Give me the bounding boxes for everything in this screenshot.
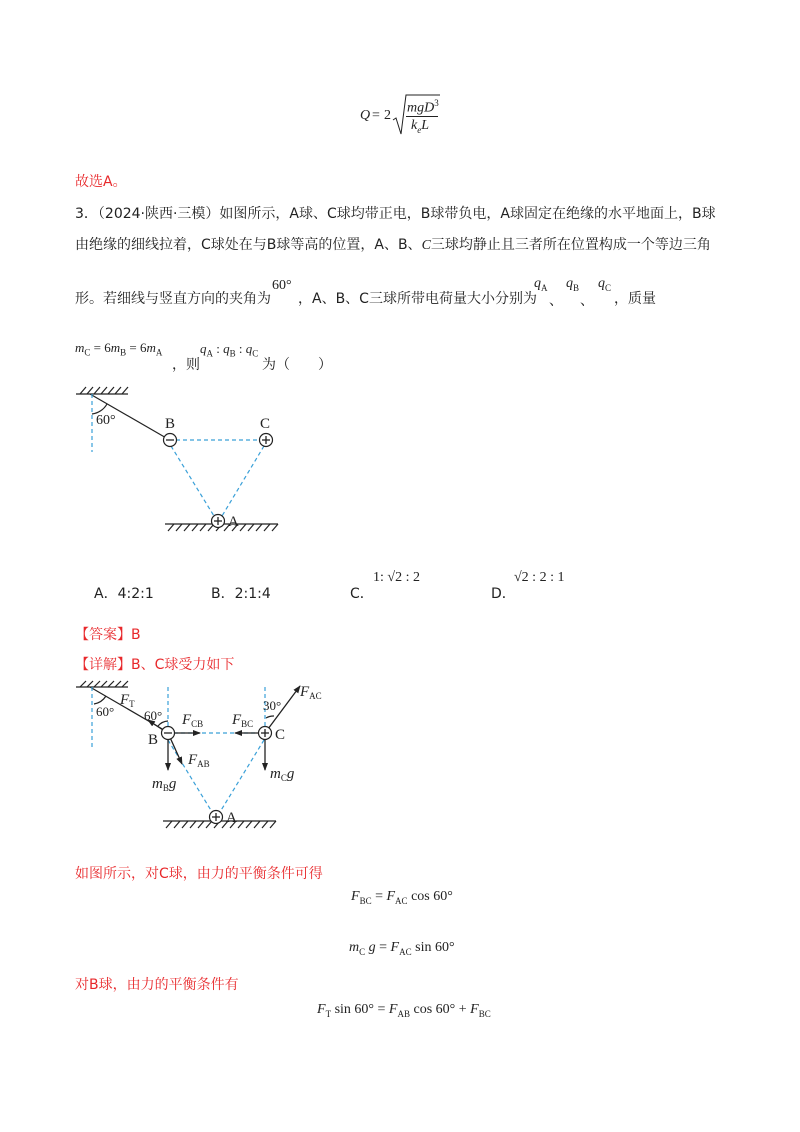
formula-coef: 2	[384, 108, 391, 123]
mass-equation: $m_C = 6m_B = 6m_A$	[75, 340, 163, 358]
svg-text:mBg	[152, 776, 177, 793]
eq2-lhs: m	[349, 940, 360, 955]
eq3-a-func: sin 60°	[334, 1002, 374, 1017]
option-b-letter: B．	[211, 586, 235, 602]
fig2-fcb-sub: CB	[191, 719, 204, 729]
question-line-2-text: 由绝缘的细线拉着，C球处在与B球等高的位置，A、B、	[75, 237, 422, 253]
svg-text:mCg	[270, 766, 295, 783]
eq2-rhs-sub: AC	[399, 946, 412, 957]
question-line-3	[75, 288, 271, 308]
question-line-3c: ，质量	[614, 291, 656, 307]
option-c[interactable]	[350, 583, 374, 603]
fig2-angle-c: 30°	[263, 698, 282, 713]
eq3-a: F	[317, 1002, 326, 1017]
option-d-letter: D．	[491, 586, 516, 602]
eq1-rhs-sub: AC	[395, 895, 408, 906]
formula-exp: 3	[434, 98, 439, 108]
equation-3: $F_T$ $\sin 60^\circ = F_{AB}$ $\cos 60^\circ + F_{BC}$	[317, 1002, 491, 1019]
question-c-italic: C	[421, 238, 431, 253]
charge-ratio: $q_A$ : $q_B$ : $q_C$	[200, 341, 259, 359]
charge-qa: $q_A$	[534, 276, 548, 293]
eq2-func: sin 60°	[415, 940, 455, 955]
option-a-letter: A．	[94, 586, 118, 602]
analysis-c: 如图所示，对C球，由力的平衡条件可得	[75, 866, 323, 882]
option-b-text: 2:1:4	[234, 586, 271, 602]
analysis-b: 对B球，由力的平衡条件有	[75, 977, 239, 993]
detail-label: 【详解】	[75, 657, 131, 673]
fig2-fab: F	[188, 752, 198, 768]
fig2-fbc-sub: BC	[241, 719, 254, 729]
fig2-mcg: m	[270, 766, 281, 782]
eq3-b-sub: AB	[397, 1008, 410, 1019]
fig2-mcg-sub: C	[280, 773, 287, 783]
question-line-2	[75, 234, 711, 254]
fig2-fcb: F	[182, 712, 192, 728]
answer-label: 【答案】	[75, 627, 131, 643]
eq3-a-sub: T	[325, 1008, 332, 1019]
option-d[interactable]	[491, 583, 516, 603]
fig2-mbg: m	[152, 776, 163, 792]
fig1-label-b: B	[165, 416, 176, 432]
formula-den-l: L	[421, 118, 430, 133]
eq1-lhs: F	[351, 889, 360, 904]
fig2-mbg-g: g	[168, 776, 177, 792]
choose-line: 故选A。	[75, 174, 127, 190]
fig2-angle-rope: 60°	[144, 708, 163, 723]
eq3-b: F	[388, 1002, 398, 1017]
eq3-c: F	[470, 1002, 479, 1017]
eq3-c-sub: BC	[478, 1008, 491, 1019]
formula-den-k: k	[411, 118, 418, 133]
option-b[interactable]	[211, 583, 271, 603]
answer-value: B	[131, 627, 141, 643]
option-d-text: √2 : 2 : 1	[514, 570, 565, 585]
formula-den-sub: e	[417, 124, 422, 135]
fig2-fac-sub: AC	[309, 691, 322, 701]
eq3-b-func: cos 60°	[413, 1002, 456, 1017]
formula-num: mgD	[407, 100, 435, 116]
question-line-3a: 形。若细线与竖直方向的夹角为	[75, 291, 271, 307]
question-line-1: 3．（2024·陕西·三模）如图所示，A球、C球均带正电，B球带负电，A球固定在绝缘的水平地面上，B球	[75, 206, 716, 222]
figure-1	[70, 384, 290, 544]
question-line-2-rest: 三球均静止且三者所在位置构成一个等边三角	[430, 237, 711, 253]
question-line-3b: ，A、B、C三球所带电荷量大小分别为	[298, 291, 537, 307]
sep-1: 、	[549, 293, 563, 309]
fig1-label-angle: 60°	[96, 413, 116, 428]
fig2-ft: F	[120, 692, 130, 708]
question-line-4-tail: ，则	[172, 357, 200, 373]
fig2-label-a: A	[226, 810, 237, 826]
fig1-label-a: A	[228, 514, 239, 530]
fig2-mbg-sub: B	[162, 783, 169, 793]
fig1-label-c: C	[260, 416, 271, 432]
svg-text:FBC	[231, 712, 253, 729]
svg-text:FT	[119, 692, 135, 709]
eq1-func: cos 60°	[411, 889, 453, 904]
detail-text: B、C球受力如下	[131, 657, 235, 673]
option-a[interactable]	[94, 583, 154, 603]
question-angle: 60°	[272, 278, 292, 293]
eq1-lhs-sub: BC	[359, 895, 372, 906]
equation-1: $F_{BC} = F_{AC}$ cos 60°	[351, 889, 453, 906]
figure-2	[70, 678, 340, 838]
charge-qb: $q_B$	[566, 276, 580, 293]
equation-2: $m_C$ $g = F_{AC}$ sin 60°	[349, 940, 455, 957]
fig2-label-c: C	[275, 727, 286, 743]
ratio-tail: 为（ ）	[262, 357, 332, 373]
option-c-letter: C．	[350, 586, 374, 602]
answer-line	[75, 624, 141, 644]
charge-qc: $q_C$	[598, 276, 612, 293]
fig2-label-b: B	[148, 732, 159, 748]
eq1-rhs: F	[386, 889, 396, 904]
svg-text:FCB	[181, 712, 203, 729]
detail-line	[75, 654, 234, 674]
svg-text:FAB	[187, 752, 210, 769]
fig2-fab-sub: AB	[197, 759, 210, 769]
fig2-ft-sub: T	[129, 699, 135, 709]
fig2-angle-wall: 60°	[96, 704, 115, 719]
sep-2: 、	[580, 293, 594, 309]
formula-lhs: Q	[360, 108, 371, 123]
fig2-mcg-g: g	[286, 766, 295, 782]
fig2-fac: F	[300, 684, 310, 700]
fig2-fbc: F	[232, 712, 242, 728]
option-c-text: 1: √2 : 2	[373, 570, 420, 585]
eq2-rhs: F	[390, 940, 400, 955]
eq2-g: g	[368, 940, 376, 955]
svg-text:FAC	[299, 684, 322, 701]
eq2-lhs-sub: C	[359, 946, 366, 957]
option-a-text: 4:2:1	[117, 586, 154, 602]
